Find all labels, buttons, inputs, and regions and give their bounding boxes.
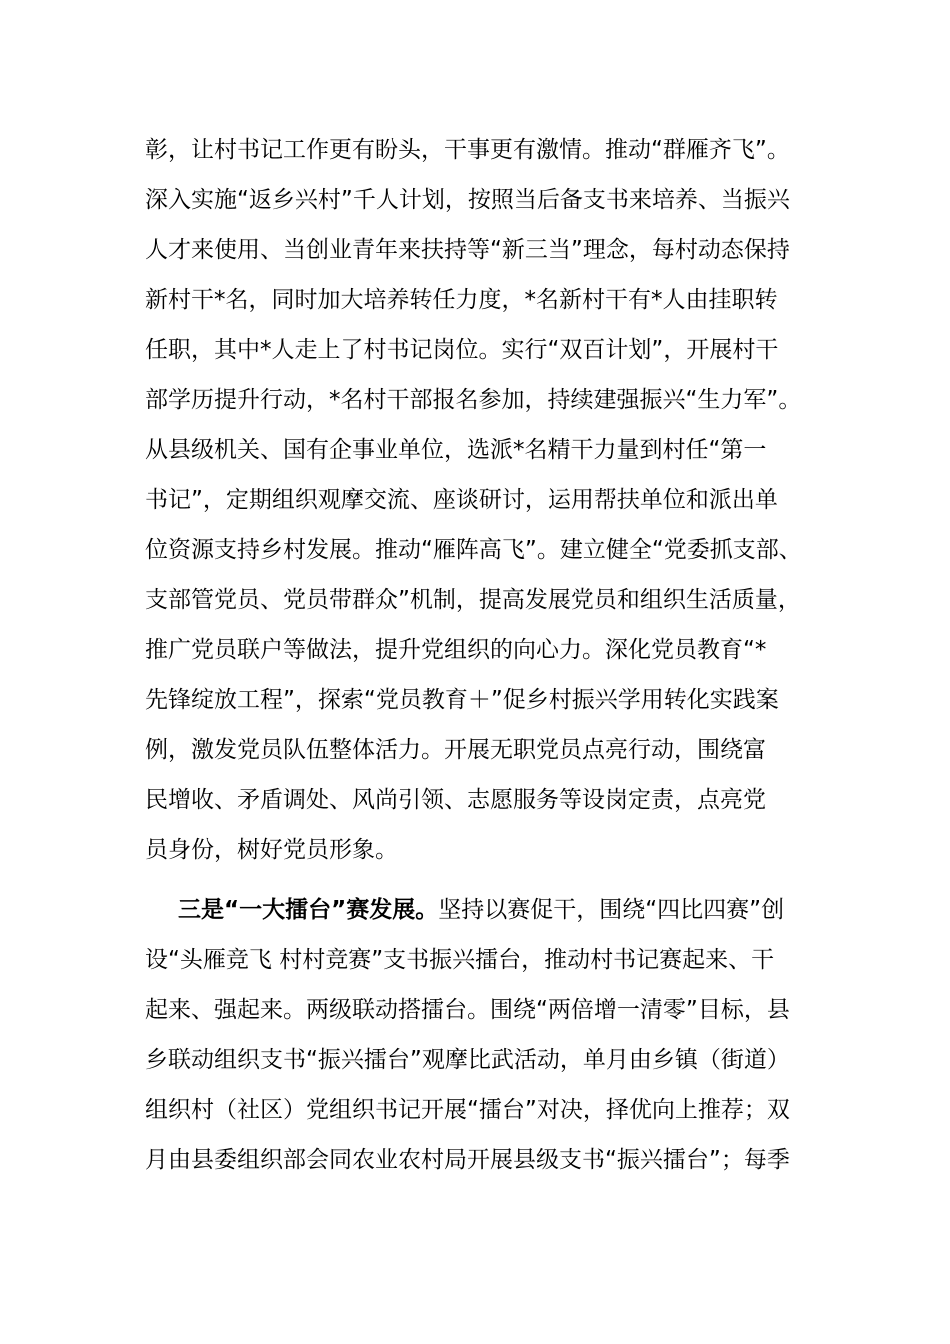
paragraph-line: 员身份，树好党员形象。	[145, 837, 398, 863]
paragraph-line: 乡联动组织支书“振兴擂台”观摩比武活动，单月由乡镇（街道）	[145, 1047, 790, 1073]
section-heading: 三是“一大擂台”赛发展。	[178, 897, 439, 923]
paragraph-line: 组织村（社区）党组织书记开展“擂台”对决，择优向上推荐；双	[145, 1097, 790, 1123]
paragraph-line: 推广党员联户等做法，提升党组织的向心力。深化党员教育“*	[145, 637, 767, 663]
paragraph-first-line	[178, 890, 825, 930]
paragraph-line: 彰，让村书记工作更有盼头，干事更有激情。推动“群雁齐飞”。	[145, 137, 790, 163]
paragraph-line: 月由县委组织部会同农业农村局开展县级支书“振兴擂台”；每季	[145, 1147, 790, 1173]
paragraph-line: 位资源支持乡村发展。推动“雁阵高飞”。建立健全“党委抓支部、	[145, 537, 802, 563]
paragraph-line: 支部管党员、党员带群众”机制，提高发展党员和组织生活质量，	[145, 587, 801, 613]
paragraph-line: 部学历提升行动，*名村干部报名参加，持续建强振兴“生力军”。	[145, 387, 802, 413]
paragraph-line: 从县级机关、国有企事业单位，选派*名精干力量到村任“第一	[145, 437, 767, 463]
paragraph-line: 深入实施“返乡兴村”千人计划，按照当后备支书来培养、当振兴	[145, 187, 790, 213]
paragraph-text: 坚持以赛促干，围绕“四比四赛”创	[438, 897, 785, 923]
paragraph-line: 书记”，定期组织观摩交流、座谈研讨，运用帮扶单位和派出单	[145, 487, 778, 513]
paragraph-line: 新村干*名，同时加大培养转任力度，*名新村干有*人由挂职转	[145, 287, 778, 313]
paragraph-line: 起来、强起来。两级联动搭擂台。围绕“两倍增一清零”目标，县	[145, 997, 790, 1023]
paragraph-line: 民增收、矛盾调处、风尚引领、志愿服务等设岗定责，点亮党	[145, 787, 766, 813]
paragraph-line: 任职，其中*人走上了村书记岗位。实行“双百计划”，开展村干	[145, 337, 779, 363]
paragraph-line: 设“头雁竞飞 村村竞赛”支书振兴擂台，推动村书记赛起来、干	[145, 947, 775, 973]
paragraph-line: 例，激发党员队伍整体活力。开展无职党员点亮行动，围绕富	[145, 737, 766, 763]
paragraph-line: 先锋绽放工程”，探索“党员教育＋”促乡村振兴学用转化实践案	[145, 687, 779, 713]
paragraph-line: 人才来使用、当创业青年来扶持等“新三当”理念，每村动态保持	[145, 237, 790, 263]
